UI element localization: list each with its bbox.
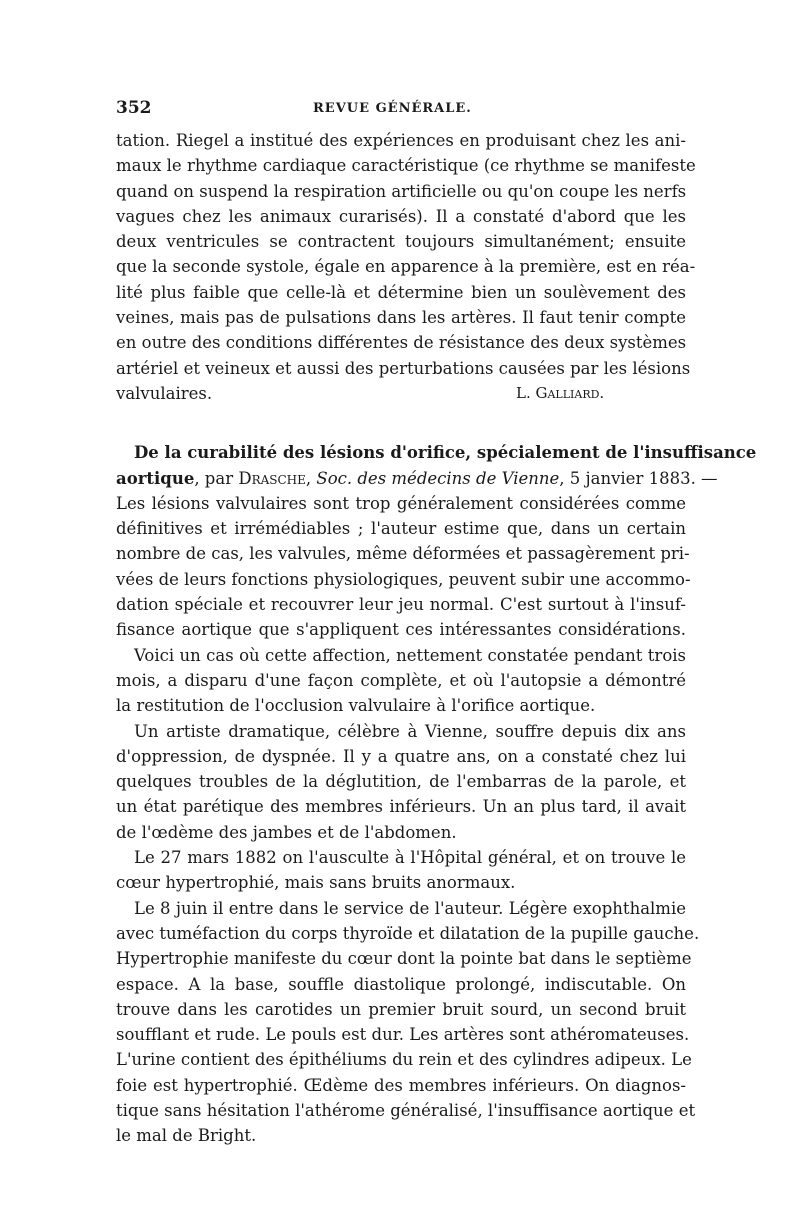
citation-author: Drasche	[238, 468, 306, 488]
text-line: nombre de cas, les valvules, même déformées et passagèrement pri-	[116, 544, 690, 564]
text-line: mois, a disparu d'une façon complète, et où l'autopsie a démontré	[116, 670, 686, 690]
previous-article-text	[116, 128, 696, 406]
article-text	[116, 440, 757, 1148]
text-line: avec tuméfaction du corps thyroïde et dilatation de la pupille gauche.	[116, 923, 700, 943]
text-line-last: valvulaires.	[116, 383, 213, 403]
text-line: Hypertrophie manifeste du cœur dont la pointe bat dans le septième	[116, 949, 692, 969]
article-title-end: aortique	[116, 468, 195, 488]
text-line: d'oppression, de dyspnée. Il y a quatre ans, on a constaté chez lui	[116, 746, 686, 766]
article-title: De la curabilité des lésions d'orifice, spécialement de l'insuffisance	[134, 443, 757, 463]
text-line: un état parétique des membres inférieurs. Un an plus tard, il avait	[116, 797, 686, 817]
citation-date: , 5 janvier 1883. —	[559, 468, 718, 488]
text-line: trouve dans les carotides un premier bruit sourd, un second bruit	[116, 999, 686, 1019]
text-line: vées de leurs fonctions physiologiques, peuvent subir une accommo-	[116, 569, 691, 589]
document-page	[116, 98, 757, 1149]
citation-journal: Soc. des médecins de Vienne	[316, 468, 560, 488]
text-line: maux le rhythme cardiaque caractéristique (ce rhythme se manifeste	[116, 156, 696, 176]
text-line: Les lésions valvulaires sont trop généralement considérées comme	[116, 493, 686, 513]
author-signature: L. Galliard.	[516, 383, 605, 402]
text-line: lité plus faible que celle-là et détermine bien un soulèvement des	[116, 282, 686, 302]
text-line: veines, mais pas de pulsations dans les artères. Il faut tenir compte	[116, 308, 686, 328]
text-line: tation. Riegel a institué des expériences en produisant chez les ani-	[116, 131, 686, 150]
text-line: tique sans hésitation l'athérome généralisé, l'insuffisance aortique et	[116, 1100, 696, 1120]
text-line: Le 8 juin il entre dans le service de l'auteur. Légère exophthalmie	[134, 898, 686, 918]
citation-separator: ,	[305, 468, 317, 488]
text-line-last: cœur hypertrophié, mais sans bruits anormaux.	[116, 873, 516, 893]
text-line-last: le mal de Bright.	[116, 1126, 257, 1146]
text-line: fisance aortique que s'appliquent ces intéressantes considérations.	[116, 620, 686, 640]
text-line-last: la restitution de l'occlusion valvulaire à l'orifice aortique.	[116, 696, 596, 716]
text-line: L'urine contient des épithéliums du rein et des cylindres adipeux. Le	[116, 1050, 692, 1070]
text-line: en outre des conditions différentes de résistance des deux systèmes	[116, 333, 687, 353]
running-title: REVUE GÉNÉRALE.	[313, 101, 472, 116]
citation-line	[116, 466, 718, 491]
text-line: soufflant et rude. Le pouls est dur. Les artères sont athéromateuses.	[116, 1025, 690, 1045]
text-line: vagues chez les animaux curarisés). Il a constaté d'abord que les	[116, 206, 686, 226]
text-line-last: de l'œdème des jambes et de l'abdomen.	[116, 822, 457, 842]
text-line: espace. A la base, souffle diastolique prolongé, indiscutable. On	[116, 974, 686, 994]
text-line: deux ventricules se contractent toujours simultanément; ensuite	[116, 232, 686, 252]
section-gap	[116, 406, 686, 440]
text-line: dation spéciale et recouvrer leur jeu normal. C'est surtout à l'insuf-	[116, 595, 686, 615]
text-line: quelques troubles de la déglutition, de l'embarras de la parole, et	[116, 772, 686, 792]
text-line: que la seconde systole, égale en apparence à la première, est en réa-	[116, 257, 696, 277]
text-line: définitives et irrémédiables ; l'auteur estime que, dans un certain	[116, 519, 686, 539]
closing-line	[116, 381, 686, 406]
text-line: Un artiste dramatique, célèbre à Vienne, souffre depuis dix ans	[134, 721, 686, 741]
page-number: 352	[116, 98, 152, 118]
text-line: Voici un cas où cette affection, nettement constatée pendant trois	[134, 645, 686, 665]
text-line: quand on suspend la respiration artificielle ou qu'on coupe les nerfs	[116, 181, 687, 201]
page-header	[116, 98, 686, 128]
text-line: foie est hypertrophié. Œdème des membres inférieurs. On diagnos-	[116, 1075, 686, 1095]
citation-prefix: , par	[194, 468, 239, 488]
text-line: Le 27 mars 1882 on l'ausculte à l'Hôpital général, et on trouve le	[134, 848, 686, 868]
text-line: artériel et veineux et aussi des perturbations causées par les lésions	[116, 358, 691, 378]
